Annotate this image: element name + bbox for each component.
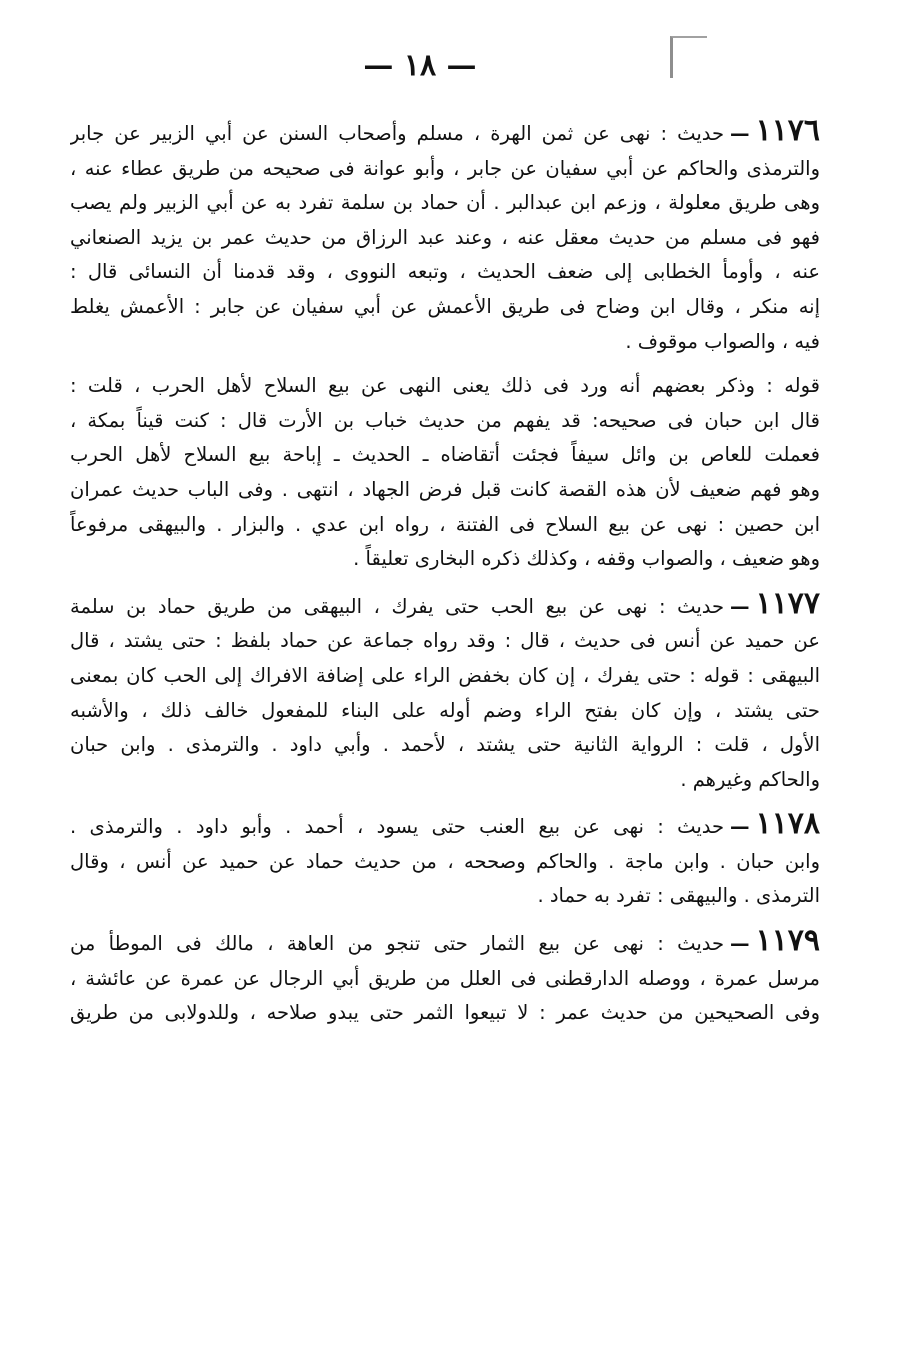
entry-line: حديث : نهى عن بيع الحب حتى يفرك ، البيهقى من طريق حماد بن سلمة <box>70 594 725 618</box>
entry-number: ١١٧٦ <box>755 114 820 148</box>
entry-1179: ١١٧٩—حديث : نهى عن بيع الثمار حتى تنجو من العاهة ، مالك فى الموطأ من مرسل عمرة ، ووصله الدارقطنى فى العلل من طريق أبي الرجال عن عمرة عن عائشة ، وفى الصحيحين من حديث عمر : لا تبيعوا الثمر حتى يبدو صلاحه ، وللدولابى من طريق <box>70 924 820 1031</box>
entry-number: ١١٧٩ <box>755 924 820 959</box>
text-body <box>70 112 820 1041</box>
entry-line: حديث : نهى عن ثمن الهرة ، مسلم وأصحاب السنن عن أبي الزبير عن جابر <box>70 122 725 145</box>
entry-line: الأول ، قلت : الرواية الثانية حتى يشتد ، لأحمد . وأبي داود . والترمذى . وابن حبان <box>70 733 820 757</box>
entry-line: عن حميد عن أنس فى حديث ، قال : وقد رواه جماعة عن حماد بلفظ : حتى يشتد ، قال <box>70 629 820 653</box>
entry-line: ابن حصين : نهى عن بيع السلاح فى الفتنة ، رواه ابن عدي . والبزار . والبيهقى مرفوعاً <box>70 512 820 536</box>
entry-line: حديث : نهى عن بيع العنب حتى يسود ، أحمد . وأبو داود . والترمذى . <box>70 815 725 839</box>
entry-number: ١١٧٨ <box>755 807 820 842</box>
entry-line: فيه ، والصواب موقوف . <box>625 329 820 353</box>
page-number: — ١٨ — <box>363 48 477 83</box>
entry-1177: ١١٧٧—حديث : نهى عن بيع الحب حتى يفرك ، البيهقى من طريق حماد بن سلمة عن حميد عن أنس فى حديث ، قال : وقد رواه جماعة عن حماد بلفظ : حتى يشتد ، قال البيهقى : قوله : حتى يفرك ، إن كان بخفض الراء على إضافة الافراك إلى الحب كان بمعنى حتى يشتد ، وإن كان بفتح الراء وضم أوله على البناء للمفعول خالف ذلك ، والأشبه الأول ، قلت : الرواية الثانية حتى يشتد ، لأحمد . وأبي داود . والترمذى . وابن حبان والحاكم وغيرهم . <box>70 587 820 798</box>
entry-line: الترمذى . والبيهقى : تفرد به حماد . <box>537 884 820 908</box>
entry-number: ١١٧٧ <box>755 586 820 621</box>
entry-line: فعملت للعاص بن وائل سيفاً فجئت أتقاضاه ـ الحديث ـ إباحة بيع السلاح لأهل الحرب <box>70 443 820 467</box>
entry-line: وهى طريق معلولة ، وزعم ابن عبدالبر . أن حماد بن سلمة تفرد به عن أبي الزبير ولم يصب <box>70 191 820 215</box>
entry-line: قال ابن حبان فى صحيحه: قد يفهم من حديث خباب بن الأرت قال : كنت قيناً بمكة ، <box>70 408 820 432</box>
entry-line: حديث : نهى عن بيع الثمار حتى تنجو من العاهة ، مالك فى الموطأ من <box>70 932 725 956</box>
entry-line: قوله : وذكر بعضهم أنه ورد فى ذلك يعنى النهى عن بيع السلاح لأهل الحرب ، قلت : <box>70 374 820 398</box>
entry-line: مرسل عمرة ، ووصله الدارقطنى فى العلل من طريق أبي الرجال عن عمرة عن عائشة ، <box>70 966 820 990</box>
entry-line: عنه ، وأومأ الخطابى إلى ضعف الحديث ، وتبعه النووى ، وقد قدمنا أن النسائى قال : <box>70 260 820 284</box>
entry-line: وابن حبان . وابن ماجة . والحاكم وصححه ، من حديث حماد عن حميد عن أنس ، وقال <box>70 849 820 873</box>
entry-line: وفى الصحيحين من حديث عمر : لا تبيعوا الثمر حتى يبدو صلاحه ، وللدولابى من طريق <box>70 1001 820 1025</box>
entry-line: فهو فى مسلم من حديث معقل عنه ، وعند عبد الرزاق من حديث عمر بن يزيد الصنعاني <box>70 225 820 249</box>
entry-1176: ١١٧٦—حديث : نهى عن ثمن الهرة ، مسلم وأصحاب السنن عن أبي الزبير عن جابر والترمذى والحاكم عن أبي سفيان عن جابر ، وأبو عوانة فى صحيحه من طريق عطاء عنه ، وهى طريق معلولة ، وزعم ابن عبدالبر . أن حماد بن سلمة تفرد به عن أبي الزبير ولم يصب فهو فى مسلم من حديث معقل عنه ، وعند عبد الرزاق من حديث عمر بن يزيد الصنعاني عنه ، وأومأ الخطابى إلى ضعف الحديث ، وتبعه النووى ، وقد قدمنا أن النسائى قال : إنه منكر ، وقال ابن وضاح فى طريق الأعمش عن أبي سفيان عن جابر : الأعمش يغلط فيه ، والصواب موقوف . <box>70 114 820 359</box>
entry-line: إنه منكر ، وقال ابن وضاح فى طريق الأعمش عن أبي سفيان عن جابر : الأعمش يغلط <box>70 294 820 318</box>
entry-line: وهو فهم ضعيف لأن هذه القصة كانت قبل فرض الجهاد ، انتهى . وفى الباب حديث عمران <box>70 477 820 501</box>
entry-line: البيهقى : قوله : حتى يفرك ، إن كان بخفض الراء على إضافة الافراك إلى الحب كان بمعنى <box>70 663 820 687</box>
scan-corner-mark <box>670 36 707 78</box>
entry-1178: ١١٧٨—حديث : نهى عن بيع العنب حتى يسود ، أحمد . وأبو داود . والترمذى . وابن حبان . وابن ماجة . والحاكم وصححه ، من حديث حماد عن حميد عن أنس ، وقال الترمذى . والبيهقى : تفرد به حماد . <box>70 807 820 914</box>
entry-line: والترمذى والحاكم عن أبي سفيان عن جابر ، وأبو عوانة فى صحيحه من طريق عطاء عنه ، <box>70 156 820 180</box>
entry-line: حتى يشتد ، وإن كان بفتح الراء وضم أوله على البناء للمفعول خالف ذلك ، والأشبه <box>70 698 820 722</box>
entry-line: والحاكم وغيرهم . <box>680 767 820 791</box>
commentary-paragraph <box>70 369 820 577</box>
entry-line: وهو ضعيف ، والصواب وقفه ، وكذلك ذكره البخارى تعليقاً . <box>353 547 820 571</box>
